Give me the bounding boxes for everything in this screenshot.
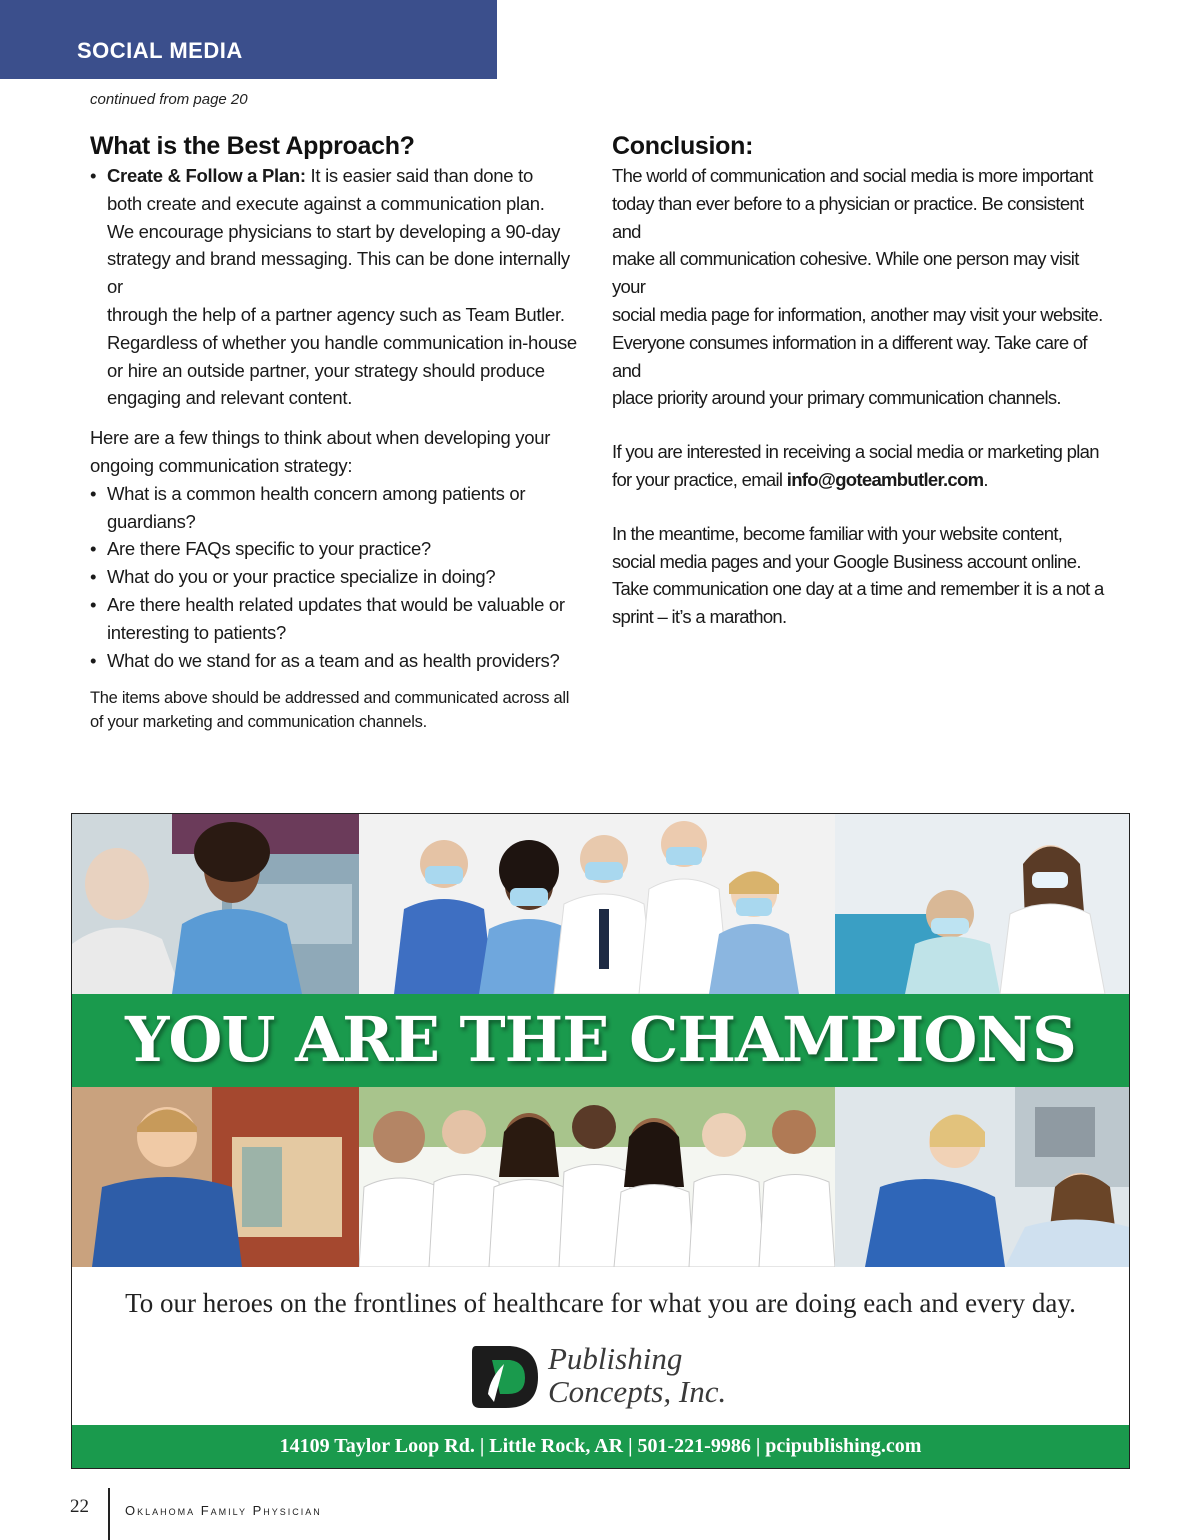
intro-paragraph <box>90 424 590 480</box>
intro-line: ongoing communication strategy: <box>90 454 353 476</box>
footer-divider <box>108 1488 110 1540</box>
list-item <box>90 480 590 536</box>
masked-medical-team-photo <box>359 814 835 994</box>
para-line: The world of communication and social media is more important <box>612 165 1093 186</box>
question-text: What is a common health concern among patients or <box>107 482 526 504</box>
para-line: social media page for information, another may visit your website. <box>612 303 1103 325</box>
conclusion-paragraph <box>612 162 1112 412</box>
logo-text <box>548 1342 726 1408</box>
para-line: today than ever before to a physician or practice. Be consistent and <box>612 192 1084 242</box>
plan-item <box>90 162 590 412</box>
question-text: What do we stand for as a team and as health providers? <box>107 649 560 671</box>
question-text: Are there FAQs specific to your practice? <box>107 538 431 560</box>
para-line: place priority around your primary communication channels. <box>612 387 1061 409</box>
para-line: If you are interested in receiving a social media or marketing plan <box>612 441 1099 463</box>
para-line: Take communication one day at a time and remember it is a not a <box>612 578 1104 600</box>
para-line: make all communication cohesive. While one person may visit your <box>612 248 1079 298</box>
closing-line: of your marketing and communication channels. <box>90 713 427 732</box>
question-list <box>90 480 590 675</box>
meantime-paragraph <box>612 520 1112 631</box>
plan-text: or hire an outside partner, your strategy should produce <box>107 359 545 381</box>
plan-text: engaging and relevant content. <box>107 387 353 409</box>
list-item <box>90 535 590 563</box>
plan-text: both create and execute against a communication plan. <box>107 192 545 214</box>
list-item <box>90 563 590 591</box>
question-text: guardians? <box>107 510 196 532</box>
nurse-with-patient-bedside-photo <box>835 1087 1129 1267</box>
plan-text: It is easier said than done to <box>305 165 533 186</box>
male-nurse-photo <box>72 1087 359 1267</box>
section-label: SOCIAL MEDIA <box>77 38 243 63</box>
pci-logo-icon <box>470 1342 542 1412</box>
question-text: What do you or your practice specialize in doing? <box>107 566 496 588</box>
approach-heading: What is the Best Approach? <box>90 132 415 160</box>
contact-paragraph <box>612 438 1112 494</box>
address-text: 14109 Taylor Loop Rd. | Little Rock, AR | 501-221-9986 | pcipublishing.com <box>279 1435 922 1457</box>
intro-line: Here are a few things to think about when developing your <box>90 427 551 449</box>
publishing-concepts-logo <box>470 1342 730 1412</box>
para-line: sprint – it’s a marathon. <box>612 606 787 628</box>
closing-line: The items above should be addressed and communicated across all <box>90 689 570 708</box>
question-text: interesting to patients? <box>107 621 286 643</box>
magazine-name: Oklahoma Family Physician <box>125 1503 322 1518</box>
plan-text: through the help of a partner agency such as Team Butler. <box>107 303 565 325</box>
list-item <box>90 647 590 675</box>
plan-text: We encourage physicians to start by developing a 90-day <box>107 220 561 242</box>
photo-row-top <box>72 814 1129 994</box>
question-text: Are there health related updates that would be valuable or <box>107 593 565 615</box>
nurse-with-patient-photo <box>72 814 359 994</box>
plan-label: Create & Follow a Plan: <box>107 165 306 186</box>
left-column <box>90 130 590 734</box>
para-line: In the meantime, become familiar with your website content, <box>612 522 1063 544</box>
para-line: Everyone consumes information in a different way. Take care of and <box>612 331 1087 381</box>
closing-note <box>90 686 590 734</box>
doctor-with-elderly-patient-photo <box>835 814 1129 994</box>
plan-list <box>90 162 590 412</box>
logo-line-2: Concepts, Inc. <box>548 1374 727 1409</box>
para-line: social media pages and your Google Business account online. <box>612 550 1081 572</box>
headline-banner <box>72 994 1129 1087</box>
plan-text: strategy and brand messaging. This can be done internally or <box>107 248 570 298</box>
photo-row-bottom <box>72 1087 1129 1267</box>
champions-advertisement <box>71 813 1130 1469</box>
list-item <box>90 591 590 647</box>
page-number: 22 <box>70 1496 89 1517</box>
punctuation: . <box>983 468 988 490</box>
doctors-group-photo <box>359 1087 835 1267</box>
plan-text: Regardless of whether you handle communication in-house <box>107 331 577 353</box>
right-column <box>612 130 1112 631</box>
address-bar <box>72 1425 1129 1468</box>
logo-line-1: Publishing <box>548 1341 683 1376</box>
email-link[interactable]: info@goteambutler.com <box>786 468 984 490</box>
section-header-tab <box>0 0 497 79</box>
headline-text: YOU ARE THE CHAMPIONS <box>125 1003 1076 1076</box>
continued-note: continued from page 20 <box>90 91 248 108</box>
conclusion-heading: Conclusion: <box>612 132 754 160</box>
ad-tagline: To our heroes on the frontlines of healthcare for what you are doing each and every day. <box>125 1288 1076 1318</box>
para-line: for your practice, email <box>612 468 787 490</box>
